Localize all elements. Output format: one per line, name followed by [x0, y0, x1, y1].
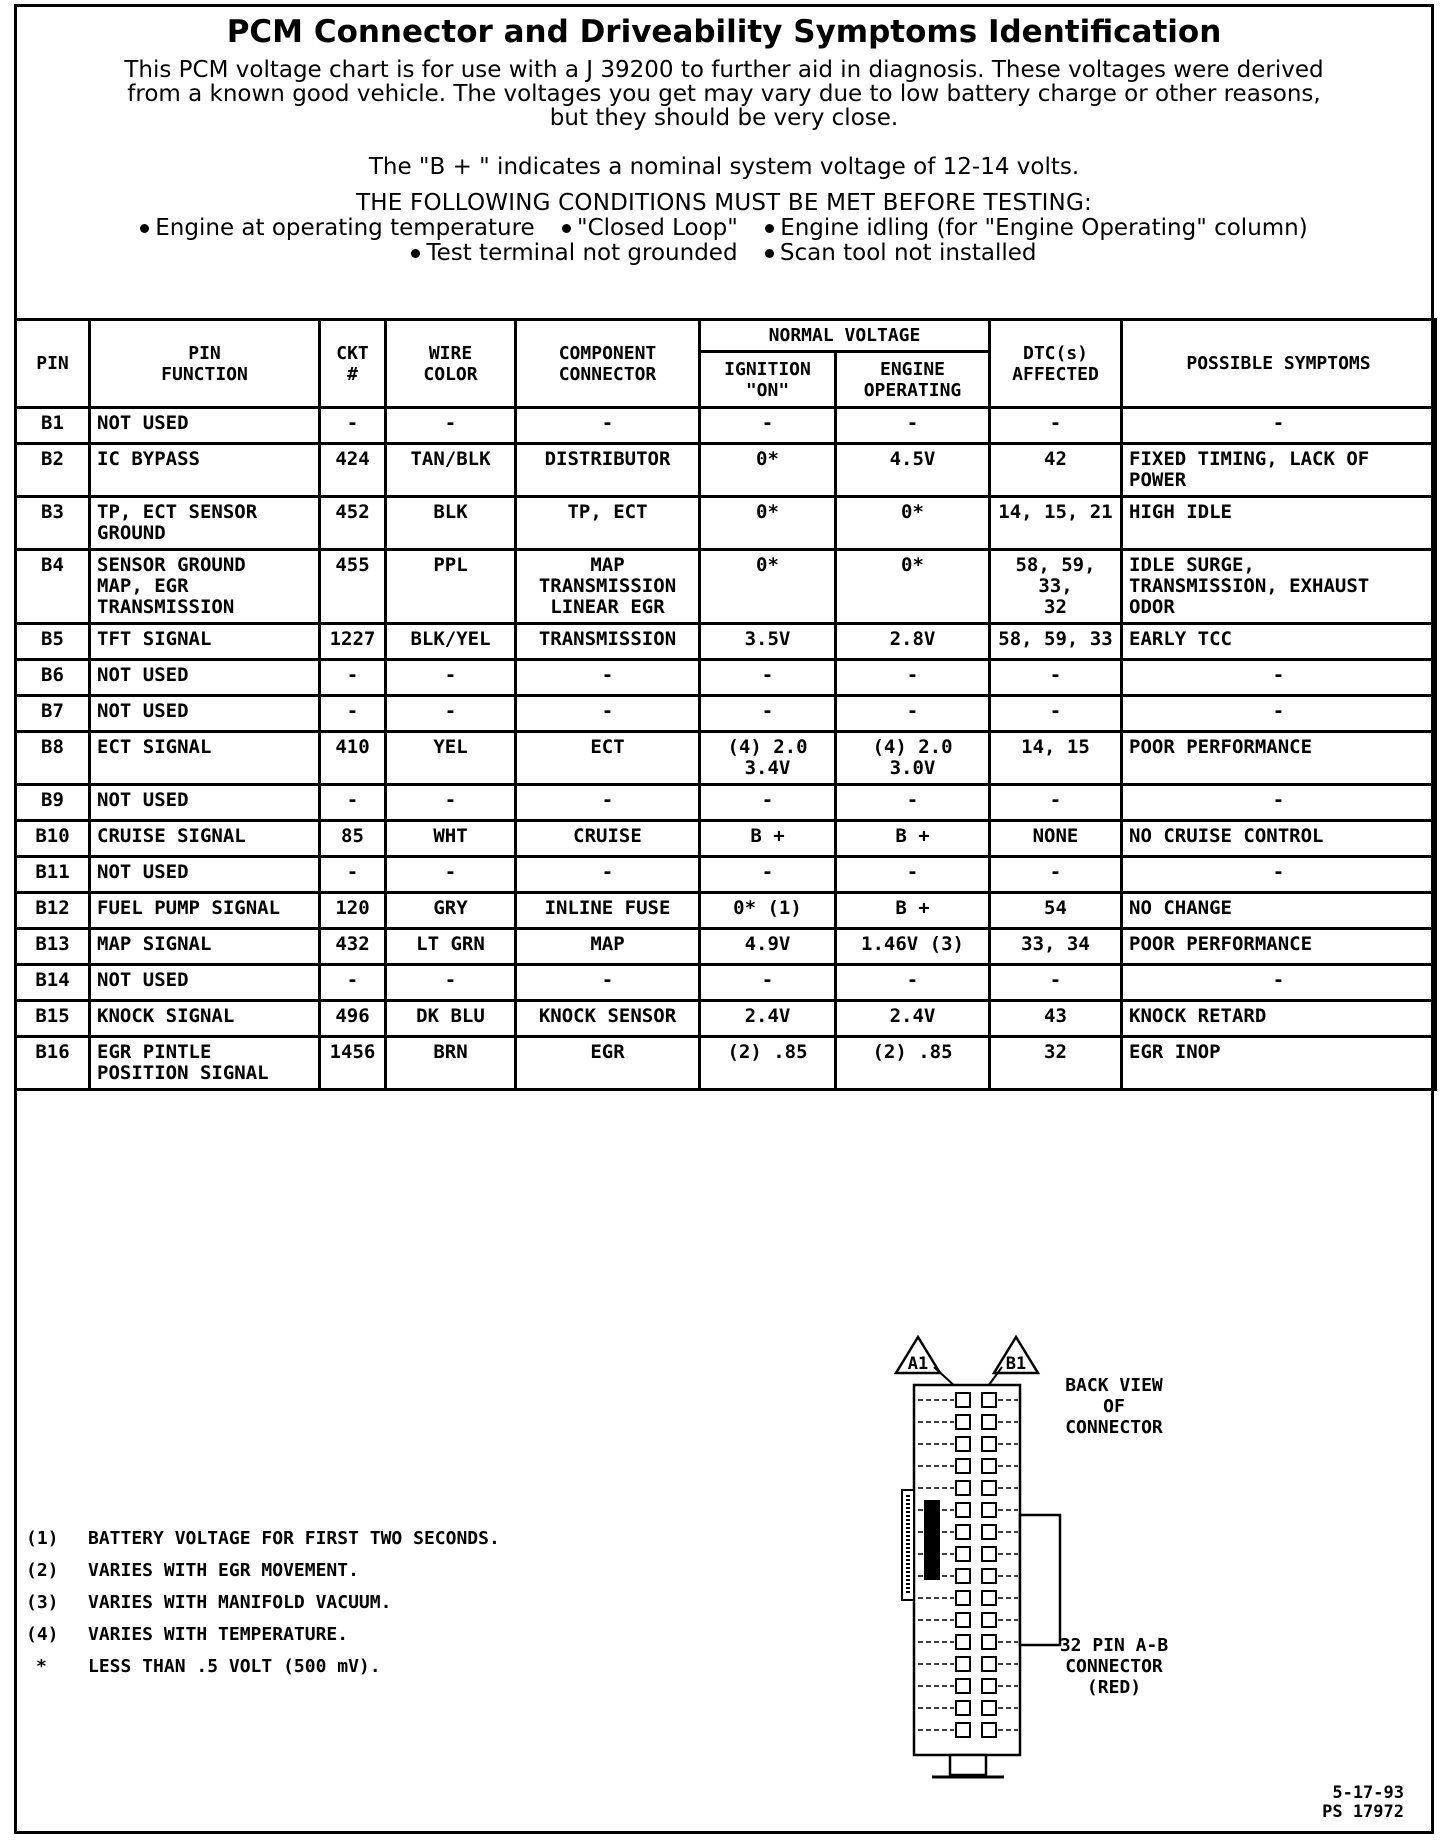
cell-dtc: -	[990, 696, 1122, 732]
cell-component: TRANSMISSION	[516, 624, 700, 660]
cell-wire: -	[386, 408, 516, 444]
footnote: * LESS THAN .5 VOLT (500 mV).	[36, 1656, 381, 1677]
cell-dtc: 33, 34	[990, 929, 1122, 965]
intro-line: but they should be very close.	[549, 105, 899, 131]
cell-eng: -	[836, 408, 990, 444]
connector-pin	[956, 1679, 970, 1693]
cell-pin: B8	[16, 732, 90, 785]
cell-function: CRUISE SIGNAL	[90, 821, 320, 857]
cell-wire: GRY	[386, 893, 516, 929]
connector-pin	[956, 1481, 970, 1495]
table-row	[16, 785, 1436, 821]
cell-ign: -	[700, 785, 836, 821]
cell-component: -	[516, 785, 700, 821]
cell-symptoms: NO CRUISE CONTROL	[1122, 821, 1436, 857]
cell-function: NOT USED	[90, 785, 320, 821]
cell-function: FUEL PUMP SIGNAL	[90, 893, 320, 929]
table-row	[16, 696, 1436, 732]
header-pin-function: PIN FUNCTION	[90, 320, 320, 408]
cell-pin: B6	[16, 660, 90, 696]
footnote: (1) BATTERY VOLTAGE FOR FIRST TWO SECONDS.	[26, 1528, 500, 1549]
cell-ign: 0* (1)	[700, 893, 836, 929]
table-row	[16, 1037, 1436, 1090]
conditions-title: THE FOLLOWING CONDITIONS MUST BE MET BEFORE TESTING:	[356, 190, 1092, 216]
cell-ckt: 1456	[320, 1037, 386, 1090]
cell-ckt: 455	[320, 550, 386, 624]
cell-component: CRUISE	[516, 821, 700, 857]
cell-ign: 3.5V	[700, 624, 836, 660]
cell-eng: 2.4V	[836, 1001, 990, 1037]
cell-function: MAP SIGNAL	[90, 929, 320, 965]
connector-pin	[982, 1547, 996, 1561]
cell-eng: 0*	[836, 497, 990, 550]
footnote: (4) VARIES WITH TEMPERATURE.	[26, 1624, 349, 1645]
connector-pin	[982, 1591, 996, 1605]
connector-pin	[956, 1591, 970, 1605]
a1-label: A1	[907, 1354, 929, 1374]
connector-pin	[956, 1569, 970, 1583]
connector-pin	[982, 1679, 996, 1693]
cell-symptoms: EARLY TCC	[1122, 624, 1436, 660]
stamp-ps-number: PS 17972	[1322, 1802, 1404, 1822]
cell-component: -	[516, 857, 700, 893]
header-component-connector: COMPONENT CONNECTOR	[516, 320, 700, 408]
cell-symptoms: -	[1122, 408, 1436, 444]
cell-pin: B12	[16, 893, 90, 929]
cell-symptoms: POOR PERFORMANCE	[1122, 929, 1436, 965]
header-normal-voltage: NORMAL VOLTAGE	[700, 320, 990, 352]
cell-dtc: 43	[990, 1001, 1122, 1037]
cell-function: ECT SIGNAL	[90, 732, 320, 785]
cell-eng: (2) .85	[836, 1037, 990, 1090]
connector-pin	[956, 1547, 970, 1561]
table-row	[16, 929, 1436, 965]
cell-ckt: 85	[320, 821, 386, 857]
table-row	[16, 408, 1436, 444]
header-ckt: CKT #	[320, 320, 386, 408]
cell-function: TP, ECT SENSOR GROUND	[90, 497, 320, 550]
cell-wire: -	[386, 696, 516, 732]
cell-ign: 0*	[700, 550, 836, 624]
document-stamp	[1322, 1784, 1404, 1822]
connector-pin	[956, 1723, 970, 1737]
cell-pin: B11	[16, 857, 90, 893]
cell-ckt: 410	[320, 732, 386, 785]
footnote: (2) VARIES WITH EGR MOVEMENT.	[26, 1560, 359, 1581]
table-row	[16, 624, 1436, 660]
stamp-date: 5-17-93	[1332, 1783, 1404, 1803]
connector-pin	[956, 1635, 970, 1649]
connector-pin	[956, 1459, 970, 1473]
cell-symptoms: EGR INOP	[1122, 1037, 1436, 1090]
connector-pin	[982, 1437, 996, 1451]
footer-area	[14, 1240, 1434, 1834]
table-row	[16, 732, 1436, 785]
cell-wire: -	[386, 785, 516, 821]
cell-ign: -	[700, 696, 836, 732]
cell-eng: (4) 2.0 3.0V	[836, 732, 990, 785]
table-row	[16, 1001, 1436, 1037]
connector-pin	[982, 1569, 996, 1583]
cell-wire: -	[386, 857, 516, 893]
cell-dtc: 14, 15	[990, 732, 1122, 785]
cell-pin: B14	[16, 965, 90, 1001]
condition-item: "Closed Loop"	[562, 216, 738, 241]
pcm-voltage-table	[14, 318, 1437, 1091]
cell-ckt: 452	[320, 497, 386, 550]
cell-pin: B1	[16, 408, 90, 444]
conditions-row	[14, 241, 1434, 266]
connector-pin	[982, 1635, 996, 1649]
cell-wire: BLK/YEL	[386, 624, 516, 660]
cell-symptoms: HIGH IDLE	[1122, 497, 1436, 550]
cell-eng: 4.5V	[836, 444, 990, 497]
cell-ign: 0*	[700, 444, 836, 497]
connector-pin	[956, 1437, 970, 1451]
cell-eng: B +	[836, 893, 990, 929]
cell-eng: -	[836, 660, 990, 696]
cell-ckt: -	[320, 965, 386, 1001]
table-row	[16, 550, 1436, 624]
cell-component: -	[516, 696, 700, 732]
cell-symptoms: -	[1122, 696, 1436, 732]
cell-dtc: NONE	[990, 821, 1122, 857]
cell-ign: B +	[700, 821, 836, 857]
cell-eng: B +	[836, 821, 990, 857]
cell-pin: B9	[16, 785, 90, 821]
bullet-icon	[765, 224, 774, 233]
cell-pin: B15	[16, 1001, 90, 1037]
cell-function: NOT USED	[90, 408, 320, 444]
connector-pin	[956, 1393, 970, 1407]
cell-ckt: 1227	[320, 624, 386, 660]
back-view-label: BACK VIEW OF CONNECTOR	[1065, 1375, 1163, 1438]
cell-component: TP, ECT	[516, 497, 700, 550]
cell-wire: LT GRN	[386, 929, 516, 965]
chart-header	[14, 4, 1434, 319]
cell-ign: (4) 2.0 3.4V	[700, 732, 836, 785]
cell-component: -	[516, 408, 700, 444]
bullet-icon	[411, 249, 420, 258]
pin-count-label: 32 PIN A-B CONNECTOR (RED)	[1059, 1635, 1169, 1698]
intro-line: This PCM voltage chart is for use with a J 39200 to further aid in diagnosis. These voltages were derived	[124, 57, 1324, 83]
connector-pin	[982, 1701, 996, 1715]
cell-pin: B16	[16, 1037, 90, 1090]
cell-dtc: 54	[990, 893, 1122, 929]
cell-component: INLINE FUSE	[516, 893, 700, 929]
table-row	[16, 821, 1436, 857]
cell-wire: DK BLU	[386, 1001, 516, 1037]
cell-function: TFT SIGNAL	[90, 624, 320, 660]
cell-ign: -	[700, 965, 836, 1001]
connector-pin	[956, 1613, 970, 1627]
cell-ckt: -	[320, 660, 386, 696]
cell-symptoms: -	[1122, 785, 1436, 821]
header-ignition-on: IGNITION "ON"	[700, 352, 836, 408]
cell-eng: -	[836, 696, 990, 732]
bullet-icon	[765, 249, 774, 258]
condition-item: Engine idling (for "Engine Operating" column)	[765, 216, 1308, 241]
cell-function: NOT USED	[90, 696, 320, 732]
cell-pin: B13	[16, 929, 90, 965]
cell-pin: B3	[16, 497, 90, 550]
page-title: PCM Connector and Driveability Symptoms Identification	[226, 14, 1222, 50]
condition-item: Engine at operating temperature	[140, 216, 534, 241]
cell-dtc: 42	[990, 444, 1122, 497]
cell-ign: -	[700, 660, 836, 696]
cell-ign: (2) .85	[700, 1037, 836, 1090]
cell-ckt: -	[320, 696, 386, 732]
header-possible-symptoms: POSSIBLE SYMPTOMS	[1122, 320, 1436, 408]
cell-component: MAP TRANSMISSION LINEAR EGR	[516, 550, 700, 624]
cell-ign: -	[700, 857, 836, 893]
cell-dtc: -	[990, 965, 1122, 1001]
cell-component: MAP	[516, 929, 700, 965]
connector-pin	[956, 1701, 970, 1715]
connector-pin	[956, 1657, 970, 1671]
cell-function: NOT USED	[90, 965, 320, 1001]
cell-wire: WHT	[386, 821, 516, 857]
cell-component: DISTRIBUTOR	[516, 444, 700, 497]
cell-dtc: -	[990, 785, 1122, 821]
header-pin: PIN	[16, 320, 90, 408]
condition-item: Test terminal not grounded	[411, 241, 737, 266]
cell-component: EGR	[516, 1037, 700, 1090]
intro-line: from a known good vehicle. The voltages you get may vary due to low battery charge or other reasons,	[127, 81, 1321, 107]
cell-ckt: 424	[320, 444, 386, 497]
cell-pin: B10	[16, 821, 90, 857]
cell-ign: 0*	[700, 497, 836, 550]
cell-eng: 2.8V	[836, 624, 990, 660]
cell-component: ECT	[516, 732, 700, 785]
cell-symptoms: -	[1122, 660, 1436, 696]
cell-pin: B4	[16, 550, 90, 624]
cell-symptoms: -	[1122, 857, 1436, 893]
cell-dtc: 58, 59, 33	[990, 624, 1122, 660]
connector-pin	[956, 1415, 970, 1429]
cell-ckt: 496	[320, 1001, 386, 1037]
cell-function: IC BYPASS	[90, 444, 320, 497]
connector-pin	[982, 1459, 996, 1473]
cell-ckt: -	[320, 857, 386, 893]
cell-wire: -	[386, 660, 516, 696]
cell-component: -	[516, 965, 700, 1001]
cell-function: KNOCK SIGNAL	[90, 1001, 320, 1037]
cell-eng: -	[836, 857, 990, 893]
cell-eng: 0*	[836, 550, 990, 624]
cell-symptoms: -	[1122, 965, 1436, 1001]
table-row	[16, 497, 1436, 550]
cell-pin: B5	[16, 624, 90, 660]
cell-symptoms: IDLE SURGE, TRANSMISSION, EXHAUST ODOR	[1122, 550, 1436, 624]
footnotes	[26, 1528, 500, 1688]
cell-wire: YEL	[386, 732, 516, 785]
cell-dtc: 32	[990, 1037, 1122, 1090]
cell-dtc: -	[990, 660, 1122, 696]
cell-eng: -	[836, 785, 990, 821]
table-row	[16, 965, 1436, 1001]
cell-function: SENSOR GROUND MAP, EGR TRANSMISSION	[90, 550, 320, 624]
intro-text	[54, 58, 1394, 130]
cell-function: NOT USED	[90, 660, 320, 696]
cell-function: NOT USED	[90, 857, 320, 893]
table-row	[16, 857, 1436, 893]
cell-ckt: -	[320, 408, 386, 444]
connector-pin	[982, 1503, 996, 1517]
table-row	[16, 660, 1436, 696]
table-row	[16, 893, 1436, 929]
cell-ign: -	[700, 408, 836, 444]
footnote: (3) VARIES WITH MANIFOLD VACUUM.	[26, 1592, 392, 1613]
cell-wire: TAN/BLK	[386, 444, 516, 497]
condition-item: Scan tool not installed	[765, 241, 1037, 266]
cell-ign: 2.4V	[700, 1001, 836, 1037]
cell-symptoms: KNOCK RETARD	[1122, 1001, 1436, 1037]
header-wire-color: WIRE COLOR	[386, 320, 516, 408]
bullet-icon	[562, 224, 571, 233]
cell-ckt: 120	[320, 893, 386, 929]
cell-pin: B2	[16, 444, 90, 497]
cell-ign: 4.9V	[700, 929, 836, 965]
cell-pin: B7	[16, 696, 90, 732]
connector-pin	[956, 1503, 970, 1517]
connector-pin	[982, 1415, 996, 1429]
cell-symptoms: POOR PERFORMANCE	[1122, 732, 1436, 785]
cell-wire: BLK	[386, 497, 516, 550]
cell-wire: BRN	[386, 1037, 516, 1090]
cell-symptoms: FIXED TIMING, LACK OF POWER	[1122, 444, 1436, 497]
header-engine-operating: ENGINE OPERATING	[836, 352, 990, 408]
connector-pin	[982, 1525, 996, 1539]
cell-eng: 1.46V (3)	[836, 929, 990, 965]
b1-label: B1	[1005, 1354, 1027, 1374]
cell-dtc: 58, 59, 33, 32	[990, 550, 1122, 624]
cell-ckt: -	[320, 785, 386, 821]
cell-eng: -	[836, 965, 990, 1001]
cell-dtc: -	[990, 408, 1122, 444]
cell-dtc: -	[990, 857, 1122, 893]
connector-pin	[982, 1613, 996, 1627]
bullet-icon	[140, 224, 149, 233]
connector-pin	[982, 1481, 996, 1495]
cell-component: KNOCK SENSOR	[516, 1001, 700, 1037]
cell-function: EGR PINTLE POSITION SIGNAL	[90, 1037, 320, 1090]
header-dtc-affected: DTC(s) AFFECTED	[990, 320, 1122, 408]
cell-wire: PPL	[386, 550, 516, 624]
cell-wire: -	[386, 965, 516, 1001]
connector-diagram	[894, 1315, 1234, 1795]
bplus-note: The "B + " indicates a nominal system voltage of 12-14 volts.	[368, 154, 1080, 180]
conditions-row	[14, 216, 1434, 241]
connector-pin	[982, 1393, 996, 1407]
connector-pin	[956, 1525, 970, 1539]
cell-dtc: 14, 15, 21	[990, 497, 1122, 550]
table-row	[16, 444, 1436, 497]
cell-ckt: 432	[320, 929, 386, 965]
cell-component: -	[516, 660, 700, 696]
cell-symptoms: NO CHANGE	[1122, 893, 1436, 929]
connector-pin	[982, 1723, 996, 1737]
connector-pin	[982, 1657, 996, 1671]
